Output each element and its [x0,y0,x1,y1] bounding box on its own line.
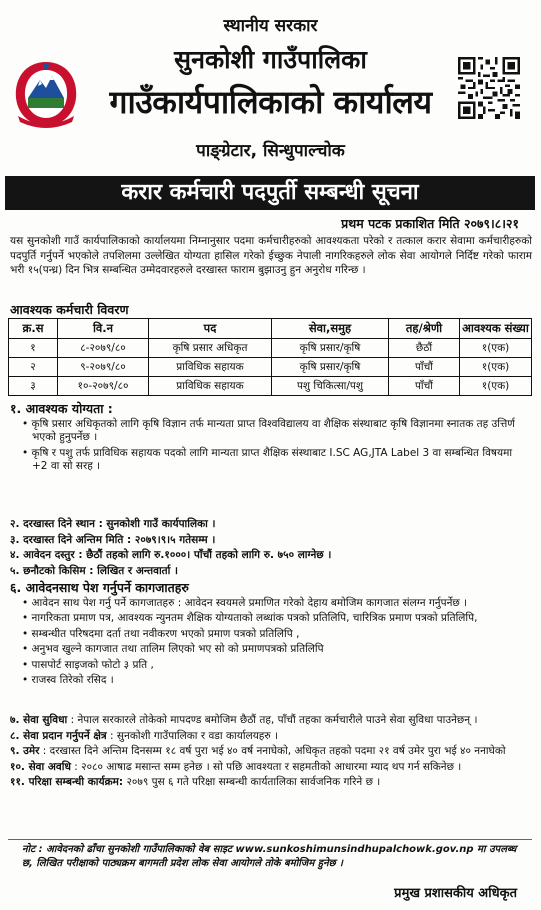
document-item: • पासपोर्ट साइजको फोटो ३ प्रति , [22,658,154,671]
application-info-section [10,516,530,580]
table-cell: ८-२०७९/८० [58,339,149,358]
intro-paragraph: यस सुनकोशी गाउँ कार्यपालिकाको कार्यालयमा निम्नानुसार पदमा कर्मचारीहरुको आवश्यकता परेको र तत्काल करार सेवामा कर्मचारीहरुको पदपुर्ति गर्नुपर्ने भएकोले तपशिलमा उल्लेखित योग्यता हासिल गरेको ईच्छुक नेपाली नागरिकहरुले लोक सेवा आयोगले निर्दिष्ट गरेको फाराम भरी १५(पन्ध्र) दिन भित्र सम्बन्धित उम्मेदवारहरुले दरखास्त फाराम बुझाउनु हुन अनुरोध गरिन्छ । [10,235,532,276]
column-header: वि.न [58,319,149,339]
positions-table [8,318,532,396]
signature-title: प्रमुख प्रशासकीय अधिकृत [394,886,517,901]
term-item: ११. परिक्षा सम्बन्धी कार्यक्रम: २०७९ पुस ६ गते परिक्षा सम्बन्धी कार्यतालिका सार्वजनिक गरिने छ । [10,776,381,788]
publish-date: प्रथम पटक प्रकाशित मिति २०७९।८।२१ [341,216,519,231]
document-item: • नागरिकता प्रमाण पत्र, आवश्यक न्युनतम शैक्षिक योग्यताको लब्धांक पत्रको प्रतिलिपि, चारित्रिक प्रमाण पत्रको प्रतिलिपि, [22,612,478,624]
table-cell: १ [9,339,58,358]
column-header: तह/श्रेणी [389,319,460,339]
table-row [9,358,532,377]
header-municipality-name: सुनकोशी गाउँपालिका [174,45,367,74]
header-office-name: गाउँकार्यपालिकाको कार्यालय [109,83,432,121]
table-cell: १(एक) [460,358,532,377]
table-cell: पशु चिकित्सा/पशु [272,377,389,396]
qualification-section [10,402,530,476]
column-header: आवश्यक संख्या [460,319,532,339]
table-cell: प्राविधिक सहायक [149,358,272,377]
term-item: ७. सेवा सुविधा : नेपाल सरकारले तोकेको मापदण्ड बमोजिम छैठौं तह, पाँचौं तहका कर्मचारीले पाउने सेवा सुविधा पाउनेछन् । [10,714,478,726]
header-local-government: स्थानीय सरकार [223,16,318,36]
qualification-title: १. आवश्यक योग्यता : [10,401,113,416]
table-cell: कृषि प्रसार/कृषि [272,358,389,377]
qualification-item: • कृषि र पशु तर्फ प्राविधिक सहायक पदको लागि मान्यता प्राप्त शैक्षिक संस्थाबाट I.SC AG,JTA Label 3 वा सम्बन्धित विषयमा +2 वा सो सरह । [22,446,513,472]
table-cell: १(एक) [460,339,532,358]
term-item: ९. उमेर : दरखास्त दिने अन्तिम दिनसम्म १८ वर्ष पुरा भई ४० वर्ष ननाघेको, अधिकृत तहको पदमा २१ वर्ष उमेर पुरा भई ४० ननाघेको [10,745,506,757]
table-cell: १०-२०७९/८० [58,377,149,396]
document-item: • सम्बन्धीत परिषदमा दर्ता तथा नवीकरण भएको प्रमाण पत्रको प्रतिलिपि , [22,627,300,640]
footer-note: नोट : आवेदनको ढाँचा सुनकोशी गाउँपालिकाको वेब साइट www.sunkoshimunsindhupalchowk.gov.np मा उपलब्ध छ, लिखित परीक्षाको पाठ्यक्रम बागमती प्रदेश लोक सेवा आयोगले तोके बमोजिम हुनेछ । [22,844,517,869]
table-cell: पाँचौं [389,377,460,396]
info-item: ४. आवेदन दस्तुर : छैठौं तहको लागि रु.१०००। पाँचौं तहको लागि रु. ७५० लाग्नेछ । [10,549,332,561]
table-cell: प्राविधिक सहायक [149,377,272,396]
table-cell: पाँचौं [389,358,460,377]
document-item: • राजस्व तिरेको रसिद । [22,674,114,686]
table-cell: कृषि प्रसार/कृषि [272,339,389,358]
term-item: ८. सेवा प्रदान गर्नुपर्ने क्षेत्र : सुनकोशी गाउँपालिका र वडा कार्यालयहरु । [10,729,278,742]
divider [8,839,532,840]
notice-title-banner: करार कर्मचारी पदपुर्ती सम्बन्धी सूचना [5,176,535,210]
table-header-row [9,319,532,339]
info-item: ३. दरखास्त दिने अन्तिम मिति : २०७९।९।५ गतेसम्म । [10,533,216,546]
column-header: क्र.स [9,319,58,339]
document-item: • अनुभव खुल्ने कागजात तथा तालिम लिएको भए सो को प्रमाणपत्रको प्रतिलिपि [22,643,324,655]
table-row [9,377,532,396]
table-cell: कृषि प्रसार अधिकृत [149,339,272,358]
staff-details-title: आवश्यक कर्मचारी विवरण [10,302,129,317]
table-cell: ९-२०७९/८० [58,358,149,377]
document-item: • आवेदन साथ पेश गर्नु पर्ने कागजातहरु : आवेदन स्वयमले प्रमाणित गरेको देहाय बमोजिम कागजात संलग्न गर्नुपर्नेछ । [22,596,468,609]
table-cell: १(एक) [460,377,532,396]
table-cell: २ [9,358,58,377]
table-cell: छैठौं [389,339,460,358]
documents-section [10,581,530,690]
column-header: पद [149,319,272,339]
table-cell: ३ [9,377,58,396]
terms-section [10,712,530,792]
term-item: १०. सेवा अवधि : २०८० आषाढ मसान्त सम्म हनेछ । सो पछि आवश्यता र सहमतीको आधारमा म्याद थप गर्न सकिनेछ । [10,760,462,773]
column-header: सेवा,समुह [272,319,389,339]
table-row [9,339,532,358]
info-item: ५. छनौटको किसिम : लिखित र अन्तवार्ता । [10,564,179,577]
qualification-item: • कृषि प्रसार अधिकृतको लागि कृषि विज्ञान तर्फ मान्यता प्राप्त विश्वविद्यालय वा शैक्षिक संस्थाबाट कृषि विज्ञानमा स्नातक तह उत्तिर्ण भएको हुनुपर्नेछ । [22,417,515,443]
header-address: पाङ्ग्रेटार, सिन्धुपाल्चोक [196,141,345,161]
documents-title: ६. आवेदनसाथ पेश गर्नुपर्ने कागजातहरु [10,580,189,595]
info-item: २. दरखास्त दिने स्थान : सुनकोशी गाउँ कार्यपालिका । [10,518,216,530]
